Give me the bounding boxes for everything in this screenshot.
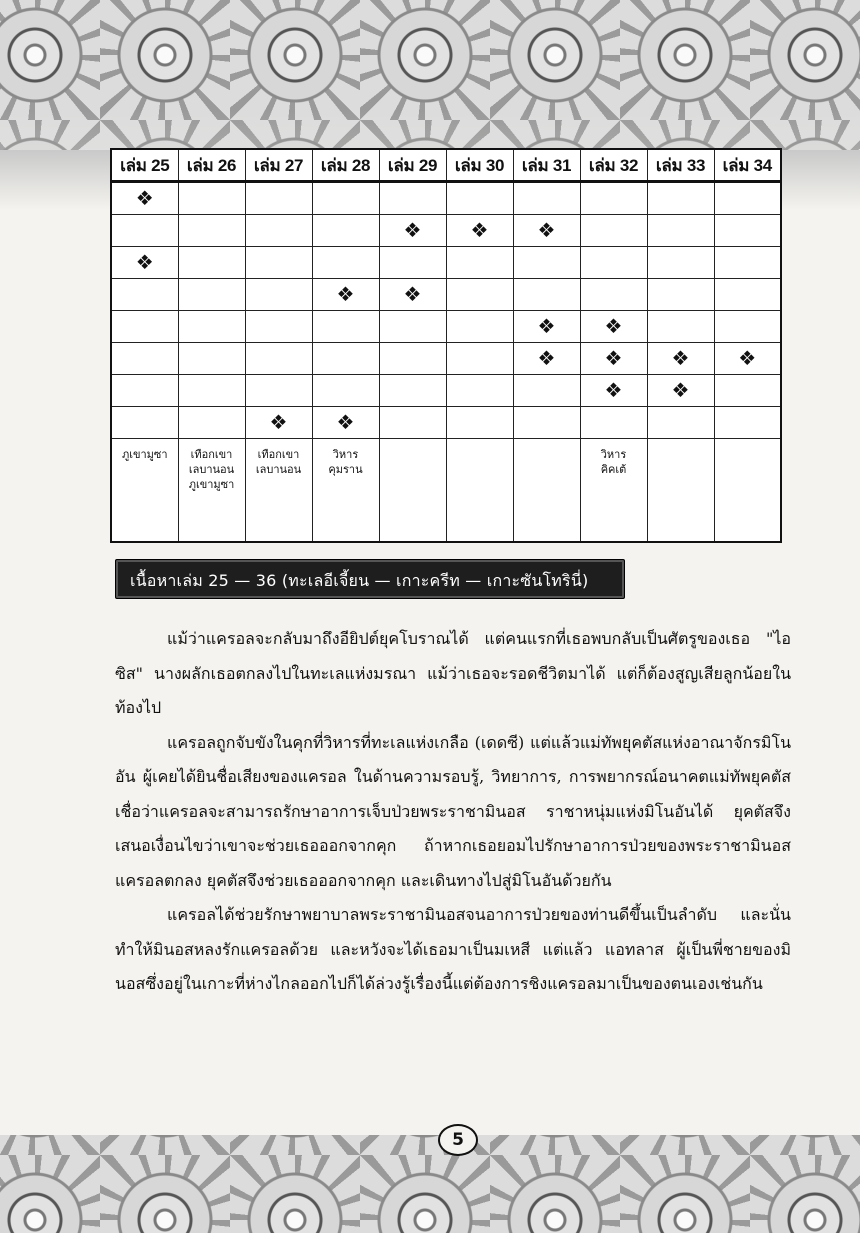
table-cell xyxy=(714,375,781,407)
table-cell xyxy=(111,375,178,407)
diamond-marker-icon: ❖ xyxy=(537,346,556,370)
table-cell xyxy=(714,247,781,279)
table-cell xyxy=(245,279,312,311)
ornamental-footer-pattern xyxy=(0,1135,860,1233)
table-cell xyxy=(178,311,245,343)
diamond-marker-icon: ❖ xyxy=(135,186,154,210)
table-cell xyxy=(513,375,580,407)
volume-header: เล่ม 28 xyxy=(312,149,379,182)
section-title-bar xyxy=(115,559,625,599)
paragraph: แม้ว่าแครอลจะกลับมาถึงอียิปต์ยุคโบราณได้ แต่คนแรกที่เธอพบกลับเป็นศัตรูของเธอ "ไอซิส" นางผลักเธอตกลงไปในทะเลแห่งมรณา แม้ว่าเธอจะรอดชีวิตมาได้ แต่ก็ต้องสูญเสียลูกน้อยในท้องไป xyxy=(115,629,791,717)
location-text: ภูเขามูซา xyxy=(121,448,168,461)
table-cell xyxy=(513,311,580,343)
table-cell xyxy=(379,343,446,375)
header-fade-right xyxy=(780,150,860,210)
table-cell xyxy=(379,247,446,279)
table-cell xyxy=(178,343,245,375)
table-cell xyxy=(312,407,379,439)
table-cell xyxy=(245,311,312,343)
diamond-marker-icon: ❖ xyxy=(470,218,489,242)
location-cell xyxy=(178,439,245,543)
table-cell xyxy=(714,182,781,215)
table-cell xyxy=(379,279,446,311)
table-cell xyxy=(446,343,513,375)
diamond-marker-icon: ❖ xyxy=(604,346,623,370)
table-cell xyxy=(580,215,647,247)
header-fade-left xyxy=(0,150,110,210)
table-cell xyxy=(379,407,446,439)
marker-row xyxy=(111,182,781,215)
location-text: คุมราน xyxy=(328,463,363,476)
diamond-marker-icon: ❖ xyxy=(738,346,757,370)
table-cell xyxy=(312,279,379,311)
table-cell xyxy=(312,311,379,343)
table-cell xyxy=(714,215,781,247)
table-cell xyxy=(111,343,178,375)
location-text: เทือกเขา xyxy=(190,448,233,461)
table-cell xyxy=(111,407,178,439)
table-cell xyxy=(312,247,379,279)
diamond-marker-icon: ❖ xyxy=(537,218,556,242)
marker-row xyxy=(111,215,781,247)
location-cell xyxy=(111,439,178,543)
table-cell xyxy=(379,375,446,407)
location-text: เลบานอน xyxy=(188,463,235,476)
table-cell xyxy=(580,407,647,439)
location-text: วิหาร xyxy=(332,448,359,461)
section-title: เนื้อหาเล่ม 25 — 36 (ทะเลอีเจี้ยน — เกาะครีท — เกาะซันโทรินี่) xyxy=(130,571,589,590)
table-cell xyxy=(111,182,178,215)
table-cell xyxy=(647,182,714,215)
location-text: เทือกเขา xyxy=(257,448,300,461)
location-cell xyxy=(245,439,312,543)
table-cell xyxy=(178,375,245,407)
diamond-marker-icon: ❖ xyxy=(269,410,288,434)
table-cell xyxy=(111,311,178,343)
table-cell xyxy=(647,407,714,439)
table-cell xyxy=(580,375,647,407)
table-cell xyxy=(580,343,647,375)
page-number: 5 xyxy=(438,1124,478,1156)
location-text: วิหาร xyxy=(600,448,627,461)
ornamental-header-pattern xyxy=(0,0,860,150)
diamond-marker-icon: ❖ xyxy=(403,218,422,242)
table-cell xyxy=(312,182,379,215)
marker-row xyxy=(111,311,781,343)
marker-row xyxy=(111,343,781,375)
table-cell xyxy=(513,182,580,215)
table-cell xyxy=(647,311,714,343)
marker-row xyxy=(111,375,781,407)
table-cell xyxy=(312,343,379,375)
table-cell xyxy=(178,279,245,311)
table-cell xyxy=(446,182,513,215)
table-cell xyxy=(111,279,178,311)
table-cell xyxy=(580,311,647,343)
table-cell xyxy=(379,182,446,215)
table-cell xyxy=(178,247,245,279)
location-cell xyxy=(714,439,781,543)
diamond-marker-icon: ❖ xyxy=(336,282,355,306)
volume-header: เล่ม 31 xyxy=(513,149,580,182)
table-cell xyxy=(513,343,580,375)
location-cell xyxy=(379,439,446,543)
table-cell xyxy=(580,182,647,215)
diamond-marker-icon: ❖ xyxy=(537,314,556,338)
diamond-marker-icon: ❖ xyxy=(403,282,422,306)
volume-header: เล่ม 30 xyxy=(446,149,513,182)
location-text: ภูเขามูซา xyxy=(188,478,235,491)
table-cell xyxy=(446,279,513,311)
volume-location-table xyxy=(110,148,782,543)
table-cell xyxy=(245,247,312,279)
table-cell xyxy=(446,215,513,247)
table-cell xyxy=(513,407,580,439)
table-cell xyxy=(111,247,178,279)
table-cell xyxy=(714,311,781,343)
paragraph: แครอลได้ช่วยรักษาพยาบาลพระราชามินอสจนอาการป่วยของท่านดีขึ้นเป็นลำดับ และนั่นทำให้มินอสหลงรักแครอลด้วย และหวังจะได้เธอมาเป็นมเหสี แต่แล้ว แอทลาส ผู้เป็นพี่ชายของมินอสซึ่งอยู่ในเกาะที่ห่างไกลออกไปก็ได้ล่วงรู้เรื่องนี้แต่ต้องการชิงแครอลมาเป็นของตนเองเช่นกัน xyxy=(115,905,791,993)
volume-header: เล่ม 25 xyxy=(111,149,178,182)
paragraph: แครอลถูกจับขังในคุกที่วิหารที่ทะเลแห่งเกลือ (เดดซี) แต่แล้วแม่ทัพยุคตัสแห่งอาณาจักรมิโนอัน ผู้เคยได้ยินชื่อเสียงของแครอล ในด้านความรอบรู้, วิทยาการ, การพยากรณ์อนาคตแม่ทัพยุคตัสเชื่อว่าแครอลจะสามารถรักษาอาการเจ็บป่วยพระราชามินอส ราชาหนุ่มแห่งมิโนอันได้ ยุคตัสจึงเสนอเงื่อนไขว่าเขาจะช่วยเธอออกจากคุก ถ้าหากเธอยอมไปรักษาอาการป่วยของพระราชามินอส แครอลตกลง ยุคตัสจึงช่วยเธอออกจากคุก และเดินทางไปสู่มิโนอันด้วยกัน xyxy=(115,732,791,890)
table-cell xyxy=(245,407,312,439)
table-cell xyxy=(178,215,245,247)
location-text: คิคเต้ xyxy=(600,463,627,476)
table-cell xyxy=(647,375,714,407)
table-cell xyxy=(178,182,245,215)
volume-header: เล่ม 27 xyxy=(245,149,312,182)
table-cell xyxy=(647,343,714,375)
diamond-marker-icon: ❖ xyxy=(671,346,690,370)
table-cell xyxy=(446,311,513,343)
diamond-marker-icon: ❖ xyxy=(135,250,154,274)
table-cell xyxy=(513,247,580,279)
table-cell xyxy=(647,279,714,311)
table-cell xyxy=(580,279,647,311)
diamond-marker-icon: ❖ xyxy=(604,378,623,402)
diamond-marker-icon: ❖ xyxy=(604,314,623,338)
table-cell xyxy=(379,215,446,247)
table-cell xyxy=(647,247,714,279)
table-cell xyxy=(647,215,714,247)
location-text: เลบานอน xyxy=(255,463,302,476)
table-cell xyxy=(714,279,781,311)
table-cell xyxy=(580,247,647,279)
table-cell xyxy=(513,279,580,311)
volume-header: เล่ม 34 xyxy=(714,149,781,182)
location-cell xyxy=(446,439,513,543)
table-cell xyxy=(379,311,446,343)
table-cell xyxy=(245,375,312,407)
marker-rows xyxy=(111,182,781,439)
volume-header: เล่ม 32 xyxy=(580,149,647,182)
location-cell xyxy=(647,439,714,543)
story-body xyxy=(115,622,791,1002)
table-cell xyxy=(714,407,781,439)
volume-header: เล่ม 26 xyxy=(178,149,245,182)
table-cell xyxy=(245,182,312,215)
volume-header-row xyxy=(111,149,781,182)
table-cell xyxy=(312,215,379,247)
table-cell xyxy=(446,375,513,407)
table-cell xyxy=(178,407,245,439)
table-cell xyxy=(312,375,379,407)
table-cell xyxy=(245,215,312,247)
location-row xyxy=(111,439,781,543)
marker-row xyxy=(111,247,781,279)
diamond-marker-icon: ❖ xyxy=(671,378,690,402)
location-cell xyxy=(513,439,580,543)
table-cell xyxy=(446,247,513,279)
location-cell xyxy=(580,439,647,543)
table-cell xyxy=(714,343,781,375)
table-cell xyxy=(245,343,312,375)
volume-header: เล่ม 33 xyxy=(647,149,714,182)
table-cell xyxy=(111,215,178,247)
table-cell xyxy=(513,215,580,247)
table-cell xyxy=(446,407,513,439)
marker-row xyxy=(111,279,781,311)
location-cell xyxy=(312,439,379,543)
diamond-marker-icon: ❖ xyxy=(336,410,355,434)
marker-row xyxy=(111,407,781,439)
volume-header: เล่ม 29 xyxy=(379,149,446,182)
